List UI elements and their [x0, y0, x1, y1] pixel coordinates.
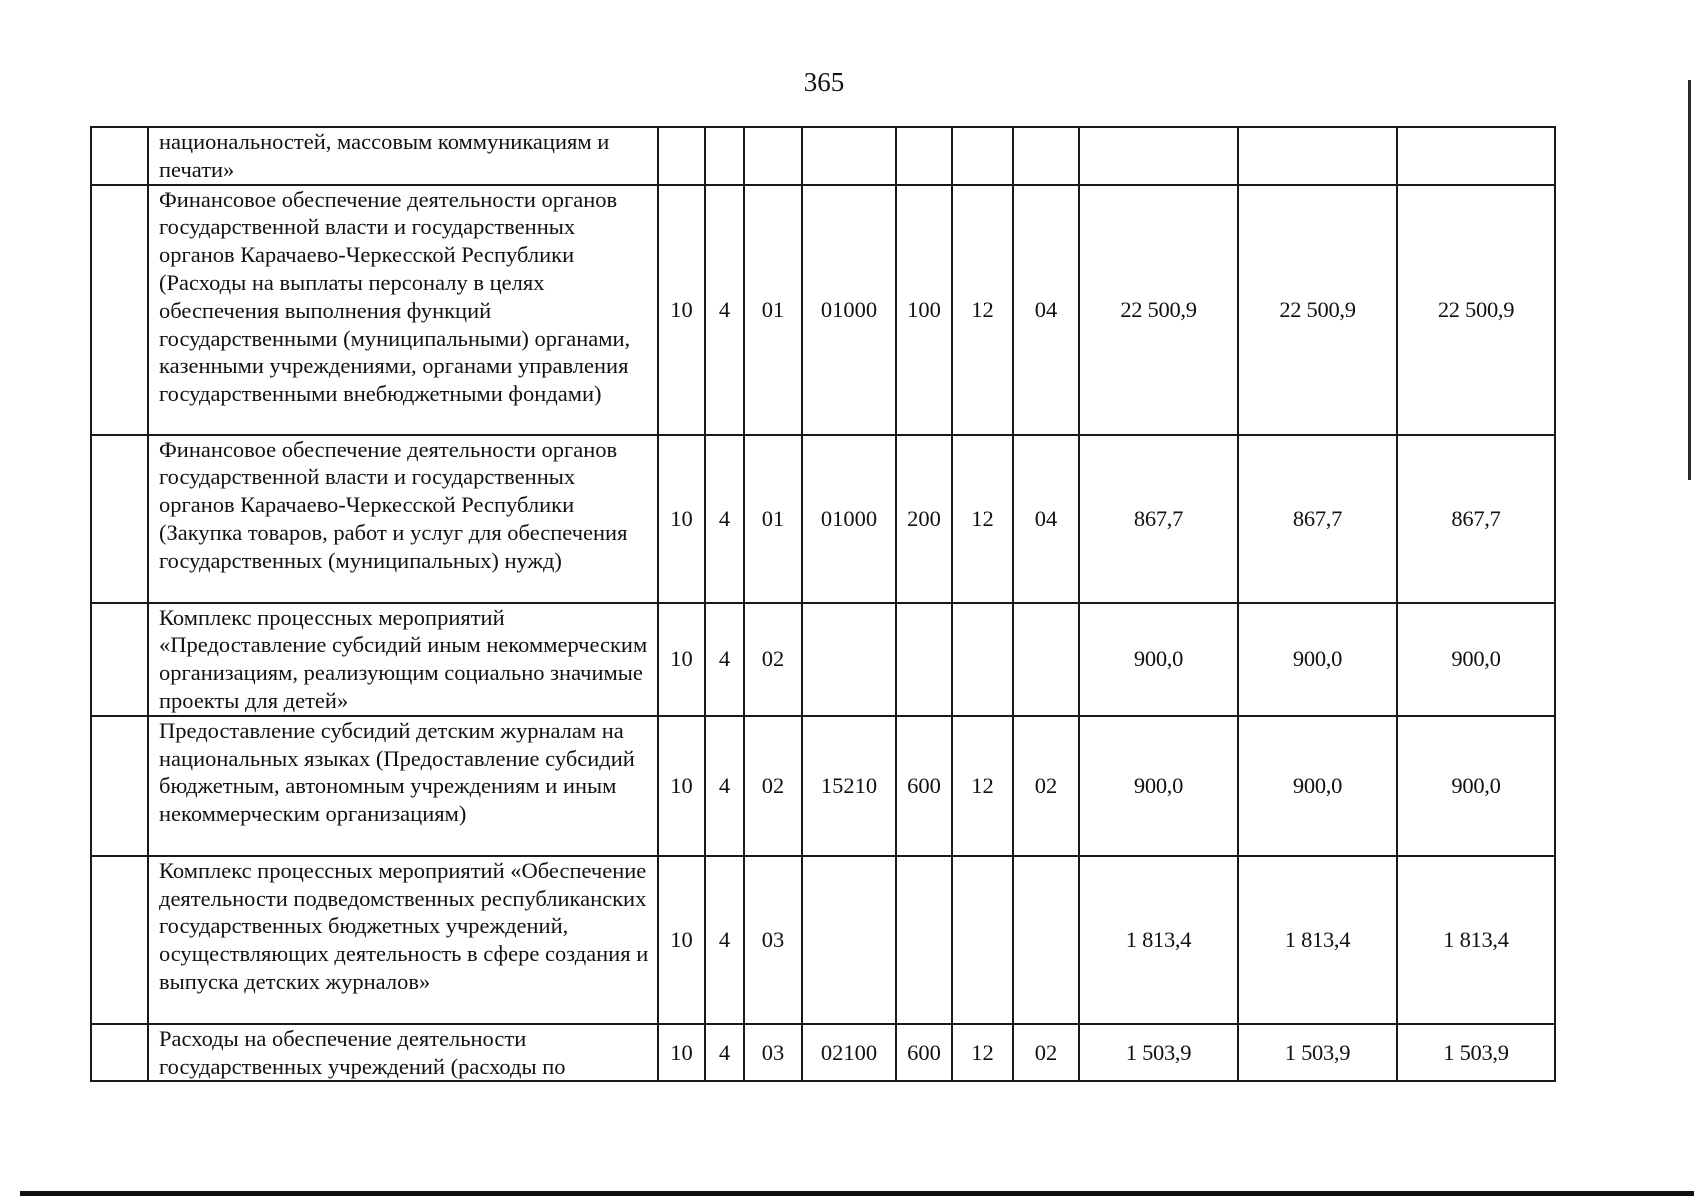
row-description: Финансовое обеспечение деятельности органов государственной власти и государственных органов Карачаево-Черкесской Республики (Закупка товаров, работ и услуг для обеспечения государственных (муниципальных) нужд): [148, 435, 658, 603]
code-cell: 10: [658, 185, 705, 435]
code-cell: [896, 856, 952, 1024]
amount-cell: 22 500,9: [1079, 185, 1238, 435]
table-row: [91, 716, 1555, 856]
amount-cell: 867,7: [1397, 435, 1555, 603]
code-cell: 04: [1013, 185, 1079, 435]
code-cell: 01000: [802, 435, 896, 603]
code-cell: 100: [896, 185, 952, 435]
table-row: [91, 1024, 1555, 1082]
code-cell: 4: [705, 185, 744, 435]
code-cell: [744, 127, 802, 185]
code-cell: 10: [658, 603, 705, 716]
code-cell: [1013, 127, 1079, 185]
code-cell: [802, 603, 896, 716]
code-cell: 03: [744, 1024, 802, 1082]
code-cell: 03: [744, 856, 802, 1024]
amount-cell: [1079, 127, 1238, 185]
scan-edge-line: [1688, 80, 1691, 480]
row-description: Финансовое обеспечение деятельности органов государственной власти и государственных органов Карачаево-Черкесской Республики (Расходы на выплаты персоналу в целях обеспечения выполнения функций государственными (муниципальными) органами, казенными учреждениями, органами управления государственными внебюджетными фондами): [148, 185, 658, 435]
code-cell: 10: [658, 1024, 705, 1082]
row-index-cell: [91, 856, 148, 1024]
code-cell: 12: [952, 716, 1013, 856]
amount-cell: 900,0: [1238, 603, 1397, 716]
amount-cell: [1238, 127, 1397, 185]
row-description: Предоставление субсидий детским журналам на национальных языках (Предоставление субсидий бюджетным, автономным учреждениям и иным некоммерческим организациям): [148, 716, 658, 856]
row-index-cell: [91, 435, 148, 603]
code-cell: [1013, 856, 1079, 1024]
code-cell: [802, 127, 896, 185]
row-description: Расходы на обеспечение деятельности государственных учреждений (расходы по: [148, 1024, 658, 1082]
amount-cell: 22 500,9: [1238, 185, 1397, 435]
amount-cell: 1 813,4: [1397, 856, 1555, 1024]
amount-cell: 900,0: [1079, 716, 1238, 856]
code-cell: [658, 127, 705, 185]
table-row: [91, 127, 1555, 185]
code-cell: 4: [705, 856, 744, 1024]
amount-cell: 1 503,9: [1238, 1024, 1397, 1082]
code-cell: 12: [952, 1024, 1013, 1082]
code-cell: 10: [658, 435, 705, 603]
row-index-cell: [91, 185, 148, 435]
code-cell: [896, 603, 952, 716]
code-cell: 600: [896, 1024, 952, 1082]
code-cell: 15210: [802, 716, 896, 856]
code-cell: 01: [744, 185, 802, 435]
code-cell: 4: [705, 435, 744, 603]
code-cell: 01: [744, 435, 802, 603]
code-cell: 02: [744, 603, 802, 716]
code-cell: 4: [705, 1024, 744, 1082]
code-cell: 02: [1013, 716, 1079, 856]
amount-cell: 900,0: [1079, 603, 1238, 716]
code-cell: [802, 856, 896, 1024]
code-cell: 10: [658, 716, 705, 856]
page-number: 365: [803, 67, 845, 97]
amount-cell: 1 503,9: [1397, 1024, 1555, 1082]
code-cell: 4: [705, 603, 744, 716]
amount-cell: 1 503,9: [1079, 1024, 1238, 1082]
code-cell: 04: [1013, 435, 1079, 603]
code-cell: 12: [952, 185, 1013, 435]
code-cell: [705, 127, 744, 185]
row-index-cell: [91, 716, 148, 856]
page-bottom-rule: [20, 1191, 1694, 1196]
code-cell: 10: [658, 856, 705, 1024]
row-index-cell: [91, 1024, 148, 1082]
table-row: [91, 435, 1555, 603]
row-index-cell: [91, 603, 148, 716]
code-cell: [952, 127, 1013, 185]
code-cell: 02: [1013, 1024, 1079, 1082]
code-cell: 4: [705, 716, 744, 856]
amount-cell: 900,0: [1238, 716, 1397, 856]
row-description: Комплекс процессных мероприятий «Предоставление субсидий иным некоммерческим организациям, реализующим социально значимые проекты для детей»: [148, 603, 658, 716]
code-cell: 600: [896, 716, 952, 856]
amount-cell: 867,7: [1238, 435, 1397, 603]
row-index-cell: [91, 127, 148, 185]
row-description: национальностей, массовым коммуникациям и печати»: [148, 127, 658, 185]
amount-cell: 1 813,4: [1238, 856, 1397, 1024]
code-cell: [1013, 603, 1079, 716]
code-cell: 01000: [802, 185, 896, 435]
code-cell: [952, 603, 1013, 716]
amount-cell: 900,0: [1397, 716, 1555, 856]
code-cell: 200: [896, 435, 952, 603]
row-description: Комплекс процессных мероприятий «Обеспечение деятельности подведомственных республиканских государственных бюджетных учреждений, осуществляющих деятельность в сфере создания и выпуска детских журналов»: [148, 856, 658, 1024]
table-row: [91, 603, 1555, 716]
budget-table: [90, 126, 1556, 1082]
table-row: [91, 185, 1555, 435]
amount-cell: [1397, 127, 1555, 185]
amount-cell: 867,7: [1079, 435, 1238, 603]
amount-cell: 1 813,4: [1079, 856, 1238, 1024]
code-cell: 12: [952, 435, 1013, 603]
code-cell: [952, 856, 1013, 1024]
amount-cell: 900,0: [1397, 603, 1555, 716]
table-row: [91, 856, 1555, 1024]
code-cell: 02100: [802, 1024, 896, 1082]
code-cell: 02: [744, 716, 802, 856]
amount-cell: 22 500,9: [1397, 185, 1555, 435]
code-cell: [896, 127, 952, 185]
